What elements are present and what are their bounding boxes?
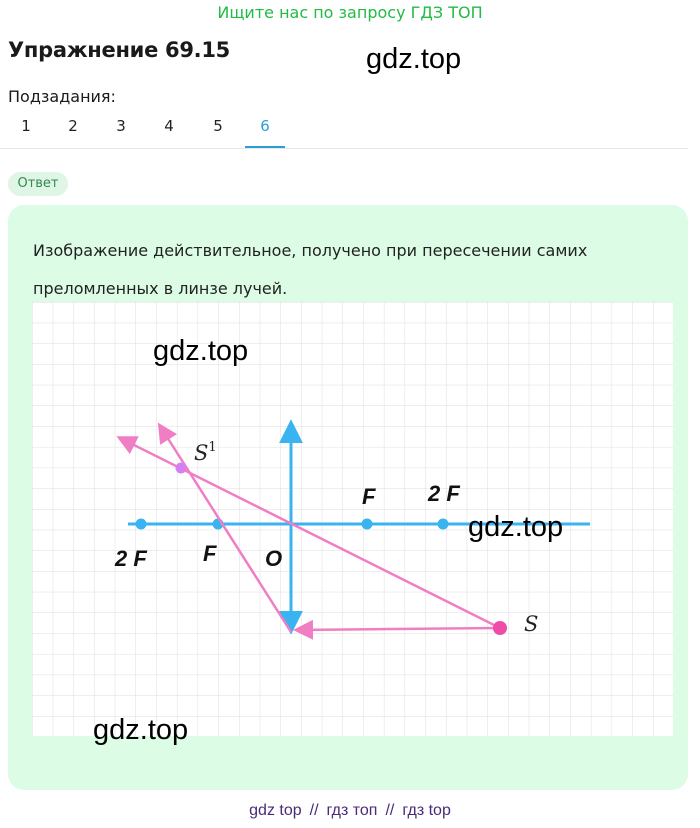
image-point (176, 463, 187, 474)
grid (32, 302, 673, 736)
label-image: $S^1$ (194, 440, 217, 465)
answer-card (8, 205, 688, 790)
top-banner: Ищите нас по запросу ГДЗ ТОП (217, 3, 483, 22)
lens-diagram (32, 302, 673, 736)
watermark: gdz.top (366, 43, 462, 75)
footer-link-2[interactable]: гдз топ (326, 802, 378, 819)
subtask-tab-4[interactable]: 4 (164, 117, 174, 135)
subtasks-label: Подзадания: (8, 87, 116, 106)
answer-badge: Ответ (8, 172, 68, 196)
subtask-tab-1[interactable]: 1 (21, 117, 31, 135)
source-point (493, 621, 507, 635)
footer-separator: // (385, 802, 395, 819)
label-source: S (524, 612, 539, 636)
label-f-left: F (203, 541, 217, 566)
answer-text: Изображение действительное, получено при пересечении самих преломленных в линзе лучей. (33, 241, 588, 298)
watermark: gdz.top (468, 511, 564, 543)
subtask-tab-5[interactable]: 5 (213, 117, 223, 135)
label-f-right: F (362, 484, 376, 509)
point-2f-left (136, 519, 147, 530)
footer-link-1[interactable]: gdz top (249, 802, 302, 819)
subtask-tabs (0, 108, 688, 149)
subtask-tab-3[interactable]: 3 (116, 117, 126, 135)
point-2f-right (438, 519, 449, 530)
subtask-tab-6[interactable]: 6 (245, 108, 285, 148)
point-f-right (362, 519, 373, 530)
exercise-title: Упражнение 69.15 (8, 38, 230, 62)
footer-separator: // (309, 802, 319, 819)
subtask-tab-2[interactable]: 2 (68, 117, 78, 135)
watermark: gdz.top (93, 714, 189, 746)
footer-links (0, 802, 700, 820)
footer-link-3[interactable]: гдз top (402, 802, 451, 819)
label-image-sup: 1 (208, 440, 217, 455)
watermark: gdz.top (153, 335, 249, 367)
label-2f-right: 2 F (428, 481, 460, 506)
label-o: O (265, 546, 283, 571)
label-2f-left: 2 F (115, 546, 147, 571)
